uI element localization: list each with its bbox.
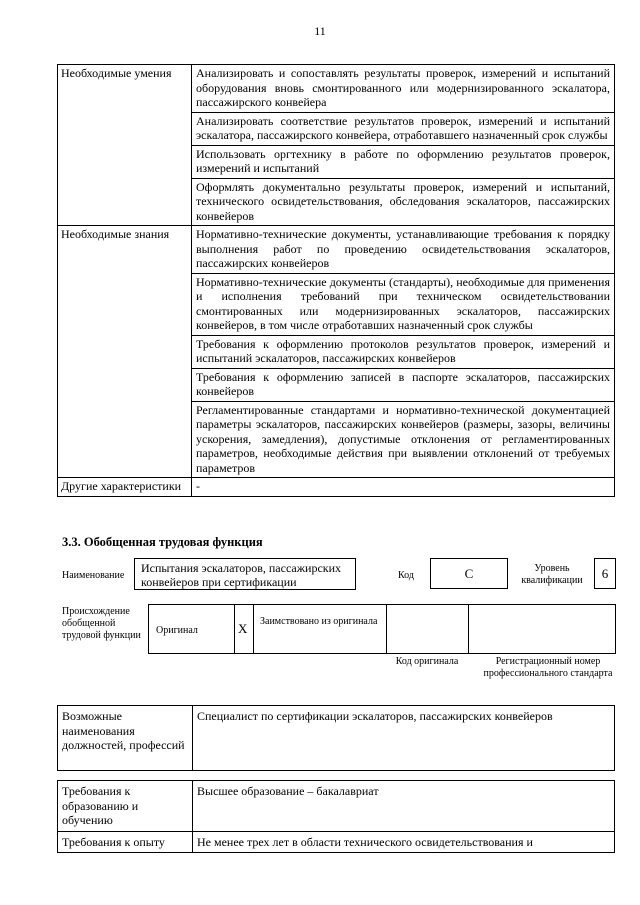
name-label: Наименование	[62, 570, 125, 581]
name-value: Испытания эскалаторов, пассажирских конвейеров при сертификации	[134, 558, 356, 590]
education-value: Высшее образование – бакалавриат	[193, 781, 615, 832]
positions-value: Специалист по сертификации эскалаторов, пассажирских конвейеров	[193, 706, 615, 771]
code-value: C	[430, 558, 508, 589]
skills-label: Необходимые умения	[58, 65, 192, 226]
education-label: Требования к образованию и обучению	[58, 781, 193, 832]
level-value: 6	[594, 558, 616, 589]
code-original-caption: Код оригинала	[395, 656, 459, 667]
table-row	[58, 65, 615, 113]
table-cell: Анализировать соответствие результатов проверок, измерений и испытаний эскалатора, пассажирского конвейера, отработавшего назначенный срок службы	[192, 112, 615, 145]
code-label: Код	[398, 570, 414, 581]
table-cell: Требования к оформлению протоколов результатов проверок, измерений и испытаний эскалаторов, пассажирских конвейеров	[192, 335, 615, 368]
origin-label: Происхождение обобщенной трудовой функции	[62, 606, 141, 641]
table-cell: Нормативно-технические документы (стандарты), необходимые для применения и исполнения требований при техническом освидетельствовании смонтированных или модернизированных эскалаторов, пассажирских конвейеров, в том числе отработавших назначенный срок службы	[192, 273, 615, 335]
experience-value: Не менее трех лет в области технического освидетельствования и	[193, 831, 615, 853]
divider	[386, 604, 387, 654]
table-cell: Анализировать и сопоставлять результаты проверок, измерений и испытаний оборудования вновь смонтированного или модернизированного эскалатора, пассажирского конвейера	[192, 65, 615, 113]
reg-number-caption: Регистрационный номер профессионального стандарта	[483, 656, 613, 679]
table-cell: Использовать оргтехнику в работе по оформлению результатов проверок, измерений и испытаний	[192, 145, 615, 178]
table-cell: -	[192, 478, 615, 497]
positions-table	[57, 705, 615, 771]
section-title: 3.3. Обобщенная трудовая функция	[62, 535, 263, 549]
table-cell: Нормативно-технические документы, устанавливающие требования к порядку выполнения работ по проведению освидетельствования эскалаторов, пассажирских конвейеров	[192, 226, 615, 274]
positions-label: Возможные наименования должностей, профессий	[58, 706, 193, 771]
table-row	[58, 706, 615, 771]
skills-table	[57, 64, 615, 497]
table-cell: Оформлять документально результаты проверок, измерений и испытаний, технического освидетельствования, обследования эскалаторов, пассажирских конвейеров	[192, 178, 615, 226]
page-number: 11	[314, 24, 326, 38]
requirements-table	[57, 780, 615, 853]
knowledge-label: Необходимые знания	[58, 226, 192, 478]
divider	[468, 604, 469, 654]
table-row	[58, 478, 615, 497]
other-label: Другие характеристики	[58, 478, 192, 497]
table-row	[58, 226, 615, 274]
experience-label: Требования к опыту	[58, 831, 193, 853]
original-mark: X	[238, 621, 248, 636]
table-cell: Требования к оформлению записей в паспорте эскалаторов, пассажирских конвейеров	[192, 368, 615, 401]
divider	[253, 604, 254, 654]
borrowed-label: Заимствовано из оригинала	[260, 616, 378, 627]
table-row	[58, 781, 615, 832]
table-cell: Регламентированные стандартами и нормативно-технической документацией параметры эскалаторов, пассажирских конвейеров (размеры, зазоры, величины ускорения, замедления), допустимые отклонения от регламентированных параметров, необходимые действия при выявлении отклонений от требуемых параметров	[192, 401, 615, 478]
origin-box	[148, 604, 616, 654]
table-row	[58, 831, 615, 853]
divider	[234, 604, 235, 654]
level-label: Уровень квалификации	[521, 563, 583, 586]
original-label: Оригинал	[156, 625, 198, 636]
